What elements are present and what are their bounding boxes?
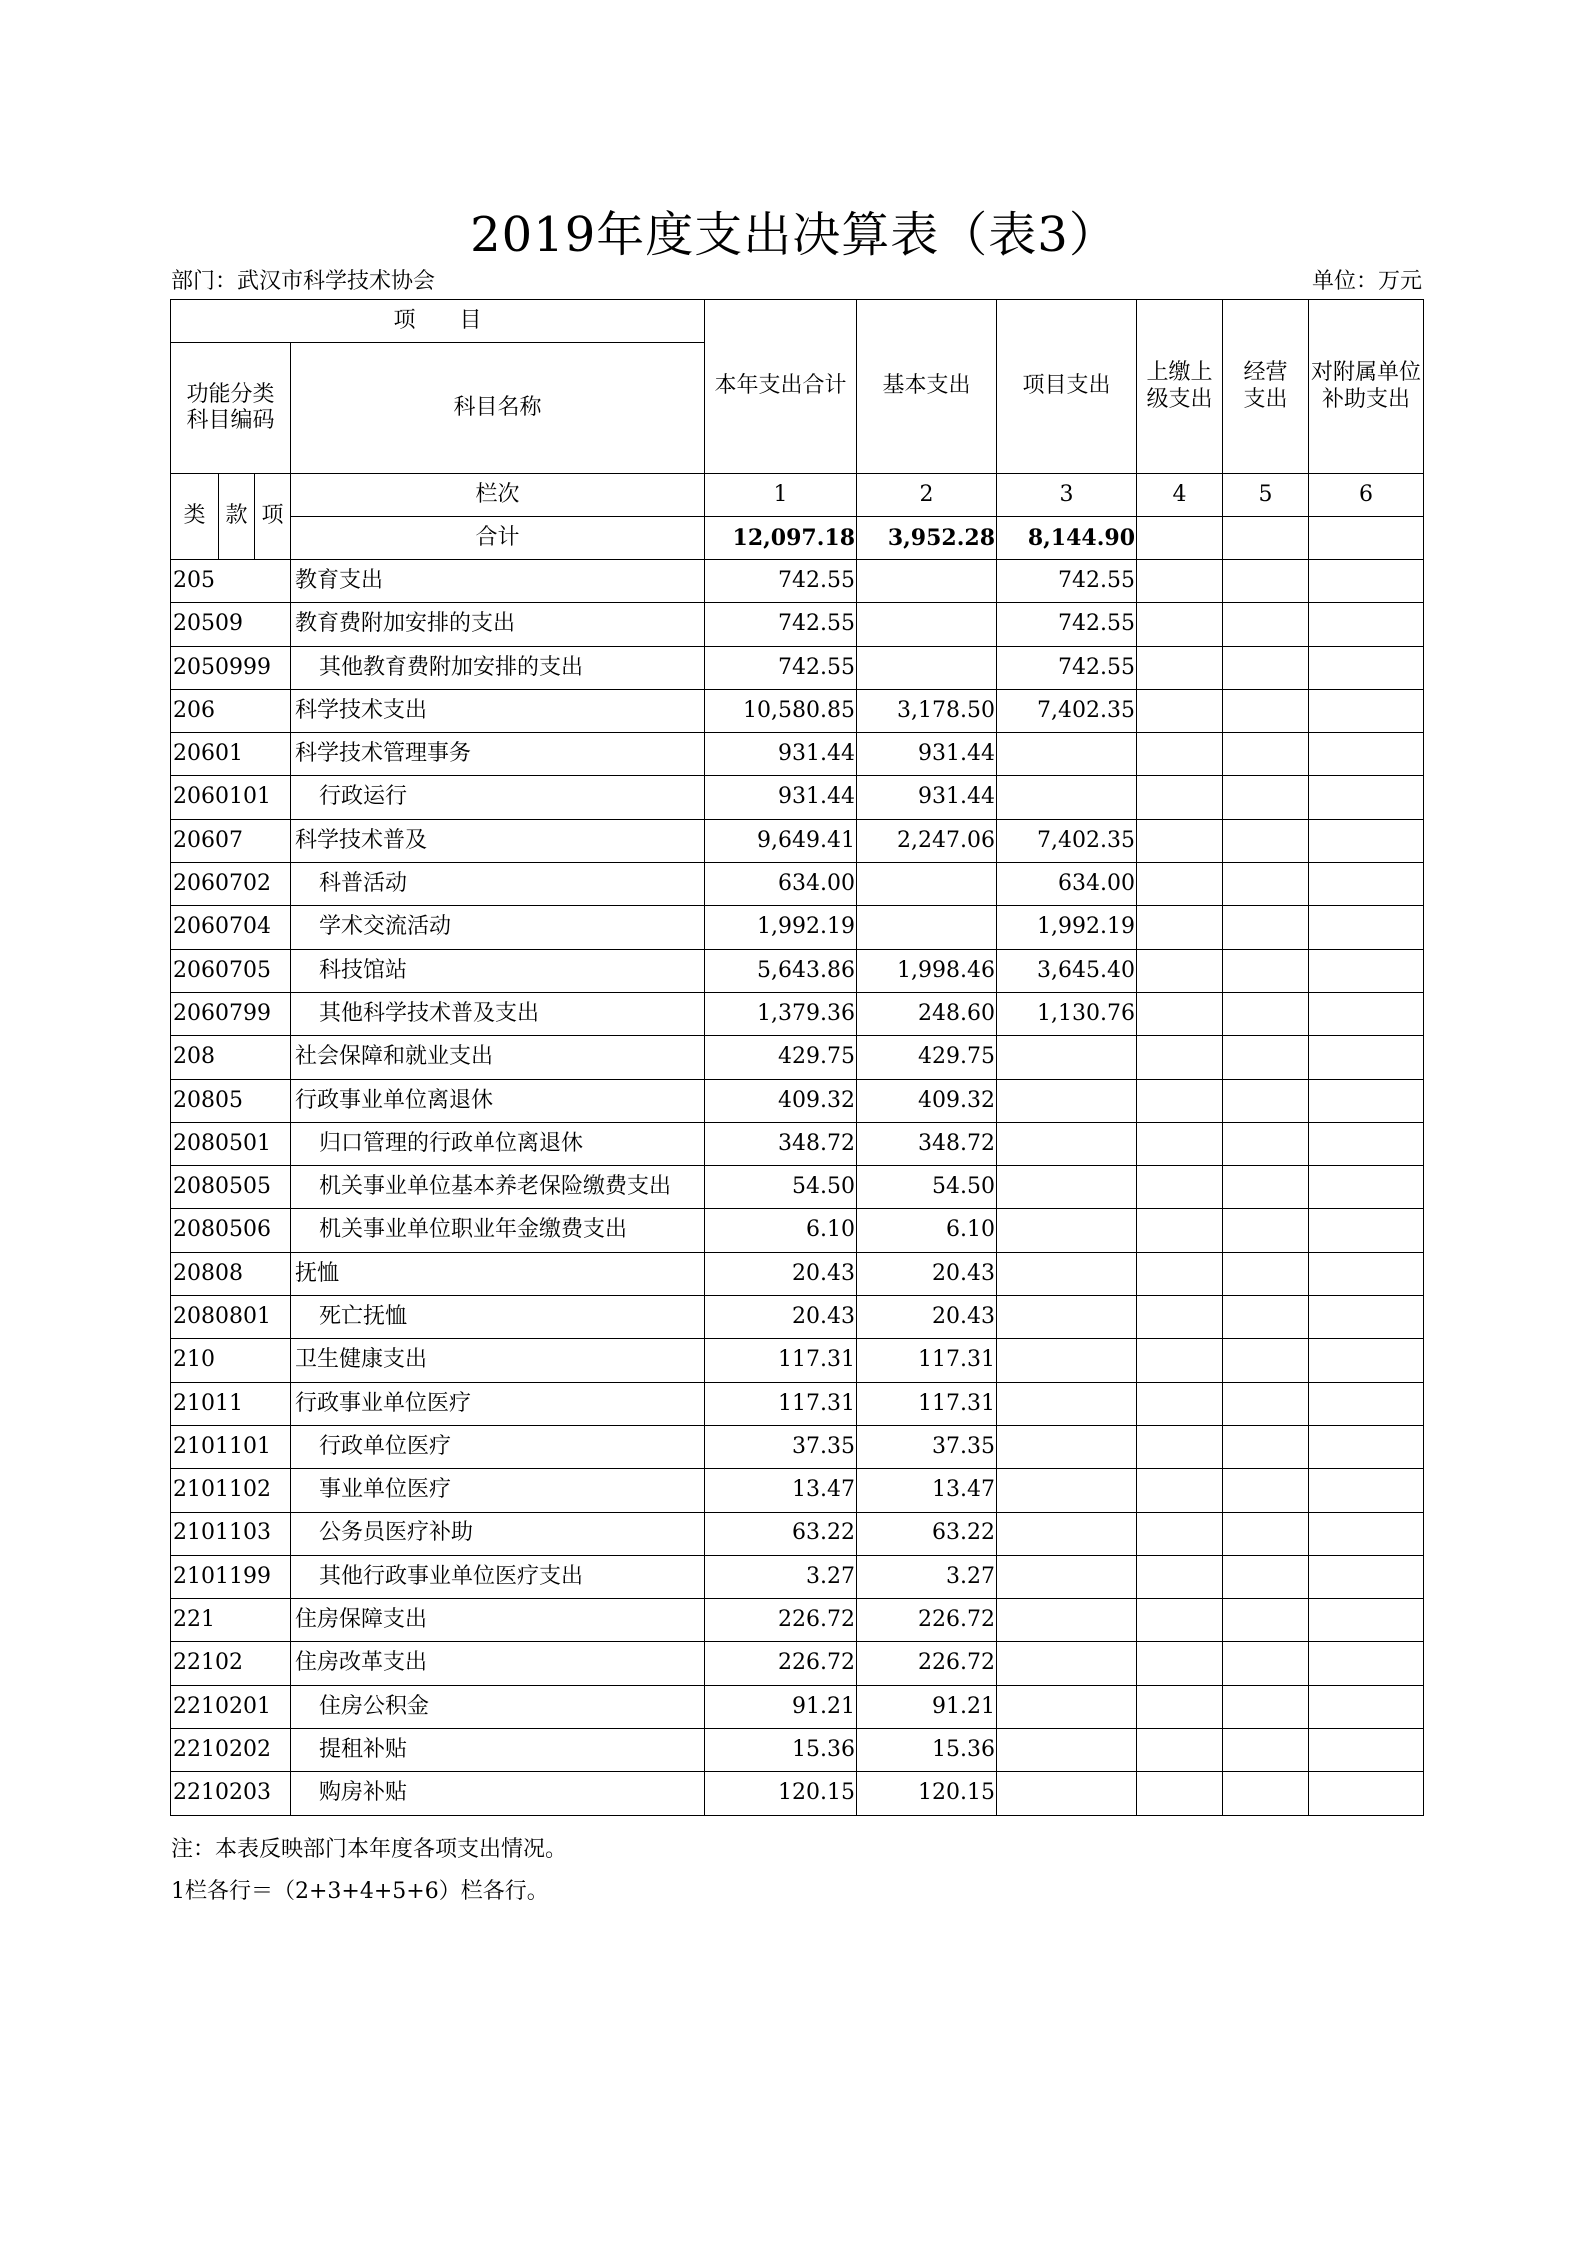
- total-basic: 3,952.28: [857, 517, 997, 560]
- row-upper: [1137, 603, 1223, 646]
- row-name: 归口管理的行政单位离退休: [291, 1122, 705, 1165]
- row-code: 2101101: [171, 1425, 291, 1468]
- header-func-code: 功能分类科目编码: [171, 343, 291, 474]
- col-num-1: 1: [705, 474, 857, 517]
- row-business: [1223, 1599, 1309, 1642]
- row-upper: [1137, 1209, 1223, 1252]
- row-business: [1223, 1469, 1309, 1512]
- row-basic: [857, 646, 997, 689]
- row-basic: 91.21: [857, 1685, 997, 1728]
- page-title: 2019年度支出决算表（表3）: [470, 207, 1118, 263]
- row-code: 2060702: [171, 863, 291, 906]
- header-kuan: 款: [219, 474, 255, 560]
- row-project: [997, 1209, 1137, 1252]
- row-name: 机关事业单位基本养老保险缴费支出: [291, 1166, 705, 1209]
- row-code: 2101199: [171, 1555, 291, 1598]
- row-project: 1,992.19: [997, 906, 1137, 949]
- row-project: 742.55: [997, 560, 1137, 603]
- row-code: 2060705: [171, 949, 291, 992]
- row-subsidy: [1309, 1642, 1424, 1685]
- row-name: 科普活动: [291, 863, 705, 906]
- row-subsidy: [1309, 689, 1424, 732]
- row-code: 20509: [171, 603, 291, 646]
- row-business: [1223, 1166, 1309, 1209]
- table-row: [171, 1252, 1424, 1295]
- row-subsidy: [1309, 1555, 1424, 1598]
- row-business: [1223, 1339, 1309, 1382]
- table-row: [171, 1469, 1424, 1512]
- table-row: [171, 1685, 1424, 1728]
- row-code: 208: [171, 1036, 291, 1079]
- row-project: 7,402.35: [997, 819, 1137, 862]
- row-total: 226.72: [705, 1599, 857, 1642]
- row-project: [997, 1252, 1137, 1295]
- row-project: [997, 1772, 1137, 1815]
- row-total: 54.50: [705, 1166, 857, 1209]
- row-subsidy: [1309, 1339, 1424, 1382]
- row-total: 91.21: [705, 1685, 857, 1728]
- table-row: [171, 1122, 1424, 1165]
- row-name: 住房公积金: [291, 1685, 705, 1728]
- row-basic: 6.10: [857, 1209, 997, 1252]
- row-project: 634.00: [997, 863, 1137, 906]
- row-basic: [857, 603, 997, 646]
- row-basic: 13.47: [857, 1469, 997, 1512]
- header-subject-name: 科目名称: [291, 343, 705, 474]
- row-upper: [1137, 906, 1223, 949]
- header-item: 项 目: [171, 300, 705, 343]
- row-upper: [1137, 1642, 1223, 1685]
- row-subsidy: [1309, 1296, 1424, 1339]
- row-code: 2060704: [171, 906, 291, 949]
- table-row: [171, 1339, 1424, 1382]
- table-row: [171, 819, 1424, 862]
- row-total: 634.00: [705, 863, 857, 906]
- row-basic: 409.32: [857, 1079, 997, 1122]
- table-row: [171, 1296, 1424, 1339]
- table-row: [171, 1382, 1424, 1425]
- row-upper: [1137, 1685, 1223, 1728]
- col-num-6: 6: [1309, 474, 1424, 517]
- row-subsidy: [1309, 1382, 1424, 1425]
- row-total: 1,992.19: [705, 906, 857, 949]
- row-project: [997, 1166, 1137, 1209]
- row-basic: [857, 906, 997, 949]
- table-row: [171, 689, 1424, 732]
- row-basic: 1,998.46: [857, 949, 997, 992]
- row-upper: [1137, 1512, 1223, 1555]
- row-basic: [857, 863, 997, 906]
- row-subsidy: [1309, 819, 1424, 862]
- row-upper: [1137, 1382, 1223, 1425]
- row-business: [1223, 1425, 1309, 1468]
- row-code: 2210201: [171, 1685, 291, 1728]
- row-business: [1223, 949, 1309, 992]
- row-name: 科学技术支出: [291, 689, 705, 732]
- row-basic: 226.72: [857, 1599, 997, 1642]
- col-num-2: 2: [857, 474, 997, 517]
- row-subsidy: [1309, 1599, 1424, 1642]
- row-subsidy: [1309, 1729, 1424, 1772]
- table-row: [171, 992, 1424, 1035]
- row-business: [1223, 1772, 1309, 1815]
- row-project: [997, 1469, 1137, 1512]
- row-project: 3,645.40: [997, 949, 1137, 992]
- row-name: 行政事业单位离退休: [291, 1079, 705, 1122]
- row-code: 221: [171, 1599, 291, 1642]
- row-code: 20808: [171, 1252, 291, 1295]
- row-upper: [1137, 776, 1223, 819]
- row-basic: 54.50: [857, 1166, 997, 1209]
- row-code: 2080505: [171, 1166, 291, 1209]
- row-name: 教育支出: [291, 560, 705, 603]
- row-total: 429.75: [705, 1036, 857, 1079]
- row-subsidy: [1309, 1252, 1424, 1295]
- table-row: [171, 1729, 1424, 1772]
- row-upper: [1137, 733, 1223, 776]
- row-subsidy: [1309, 992, 1424, 1035]
- row-name: 行政运行: [291, 776, 705, 819]
- table-row: [171, 776, 1424, 819]
- table-row: [171, 1642, 1424, 1685]
- row-upper: [1137, 1469, 1223, 1512]
- row-upper: [1137, 949, 1223, 992]
- row-code: 2210202: [171, 1729, 291, 1772]
- row-name: 科学技术管理事务: [291, 733, 705, 776]
- row-total: 742.55: [705, 646, 857, 689]
- row-code: 205: [171, 560, 291, 603]
- row-upper: [1137, 1122, 1223, 1165]
- row-name: 其他教育费附加安排的支出: [291, 646, 705, 689]
- col-num-3: 3: [997, 474, 1137, 517]
- row-basic: 226.72: [857, 1642, 997, 1685]
- row-code: 2050999: [171, 646, 291, 689]
- table-row: [171, 1209, 1424, 1252]
- row-total: 931.44: [705, 733, 857, 776]
- row-name: 其他行政事业单位医疗支出: [291, 1555, 705, 1598]
- row-total: 931.44: [705, 776, 857, 819]
- row-total: 5,643.86: [705, 949, 857, 992]
- total-subsidy: [1309, 517, 1424, 560]
- unit-label: 单位：万元: [1311, 269, 1422, 294]
- row-code: 210: [171, 1339, 291, 1382]
- row-code: 2080801: [171, 1296, 291, 1339]
- row-project: [997, 1512, 1137, 1555]
- table-row: [171, 906, 1424, 949]
- table-row: [171, 1036, 1424, 1079]
- row-name: 购房补贴: [291, 1772, 705, 1815]
- row-basic: 15.36: [857, 1729, 997, 1772]
- row-total: 226.72: [705, 1642, 857, 1685]
- row-basic: 37.35: [857, 1425, 997, 1468]
- row-business: [1223, 1252, 1309, 1295]
- row-subsidy: [1309, 1122, 1424, 1165]
- row-name: 科技馆站: [291, 949, 705, 992]
- row-upper: [1137, 992, 1223, 1035]
- row-subsidy: [1309, 560, 1424, 603]
- row-subsidy: [1309, 1209, 1424, 1252]
- row-project: [997, 1729, 1137, 1772]
- row-subsidy: [1309, 1079, 1424, 1122]
- table-row: [171, 1079, 1424, 1122]
- row-basic: 63.22: [857, 1512, 997, 1555]
- row-upper: [1137, 1599, 1223, 1642]
- row-business: [1223, 1729, 1309, 1772]
- row-subsidy: [1309, 1685, 1424, 1728]
- row-business: [1223, 906, 1309, 949]
- row-upper: [1137, 819, 1223, 862]
- row-code: 2101102: [171, 1469, 291, 1512]
- row-business: [1223, 1079, 1309, 1122]
- row-basic: 931.44: [857, 776, 997, 819]
- row-code: 2060799: [171, 992, 291, 1035]
- row-business: [1223, 689, 1309, 732]
- table-row: [171, 646, 1424, 689]
- total-row: [171, 517, 1424, 560]
- row-basic: 348.72: [857, 1122, 997, 1165]
- header-row-1: [171, 300, 1424, 343]
- row-business: [1223, 1036, 1309, 1079]
- table-row: [171, 1555, 1424, 1598]
- header-project: 项目支出: [997, 300, 1137, 474]
- header-lei: 类: [171, 474, 219, 560]
- header-xiang: 项: [255, 474, 291, 560]
- row-name: 行政事业单位医疗: [291, 1382, 705, 1425]
- row-code: 2101103: [171, 1512, 291, 1555]
- row-business: [1223, 1642, 1309, 1685]
- header-upper: 上缴上级支出: [1137, 300, 1223, 474]
- row-total: 15.36: [705, 1729, 857, 1772]
- row-name: 事业单位医疗: [291, 1469, 705, 1512]
- header-business: 经营支出: [1223, 300, 1309, 474]
- row-upper: [1137, 1166, 1223, 1209]
- row-subsidy: [1309, 906, 1424, 949]
- header-row-3: [171, 474, 1424, 517]
- row-basic: 3.27: [857, 1555, 997, 1598]
- row-total: 10,580.85: [705, 689, 857, 732]
- row-basic: 248.60: [857, 992, 997, 1035]
- row-project: 7,402.35: [997, 689, 1137, 732]
- row-upper: [1137, 1252, 1223, 1295]
- row-project: [997, 776, 1137, 819]
- table-row: [171, 733, 1424, 776]
- row-code: 21011: [171, 1382, 291, 1425]
- row-upper: [1137, 1296, 1223, 1339]
- table-row: [171, 560, 1424, 603]
- row-subsidy: [1309, 603, 1424, 646]
- row-subsidy: [1309, 1166, 1424, 1209]
- row-code: 20601: [171, 733, 291, 776]
- row-total: 20.43: [705, 1252, 857, 1295]
- row-project: [997, 1685, 1137, 1728]
- row-business: [1223, 1122, 1309, 1165]
- row-name: 机关事业单位职业年金缴费支出: [291, 1209, 705, 1252]
- row-name: 教育费附加安排的支出: [291, 603, 705, 646]
- row-name: 公务员医疗补助: [291, 1512, 705, 1555]
- row-upper: [1137, 1729, 1223, 1772]
- row-basic: 429.75: [857, 1036, 997, 1079]
- row-name: 学术交流活动: [291, 906, 705, 949]
- row-code: 2210203: [171, 1772, 291, 1815]
- row-business: [1223, 1296, 1309, 1339]
- row-total: 742.55: [705, 603, 857, 646]
- expenditure-table: [170, 299, 1424, 1816]
- row-project: [997, 1296, 1137, 1339]
- row-project: [997, 1382, 1137, 1425]
- row-business: [1223, 1685, 1309, 1728]
- row-subsidy: [1309, 733, 1424, 776]
- row-subsidy: [1309, 1512, 1424, 1555]
- row-code: 20607: [171, 819, 291, 862]
- total-all: 12,097.18: [705, 517, 857, 560]
- row-basic: 2,247.06: [857, 819, 997, 862]
- row-upper: [1137, 560, 1223, 603]
- row-total: 120.15: [705, 1772, 857, 1815]
- row-total: 9,649.41: [705, 819, 857, 862]
- row-upper: [1137, 1425, 1223, 1468]
- row-total: 409.32: [705, 1079, 857, 1122]
- row-upper: [1137, 646, 1223, 689]
- row-project: 742.55: [997, 603, 1137, 646]
- row-total: 63.22: [705, 1512, 857, 1555]
- row-subsidy: [1309, 1469, 1424, 1512]
- row-code: 20805: [171, 1079, 291, 1122]
- row-subsidy: [1309, 1425, 1424, 1468]
- row-business: [1223, 1512, 1309, 1555]
- row-subsidy: [1309, 776, 1424, 819]
- total-business: [1223, 517, 1309, 560]
- header-lanci: 栏次: [291, 474, 705, 517]
- row-project: [997, 1642, 1137, 1685]
- row-name: 抚恤: [291, 1252, 705, 1295]
- row-code: 22102: [171, 1642, 291, 1685]
- row-basic: 20.43: [857, 1252, 997, 1295]
- total-label: 合计: [291, 517, 705, 560]
- table-row: [171, 1772, 1424, 1815]
- row-business: [1223, 646, 1309, 689]
- row-upper: [1137, 1079, 1223, 1122]
- header-basic: 基本支出: [857, 300, 997, 474]
- row-name: 科学技术普及: [291, 819, 705, 862]
- header-total: 本年支出合计: [705, 300, 857, 474]
- table-row: [171, 1166, 1424, 1209]
- row-total: 13.47: [705, 1469, 857, 1512]
- note-1: 注：本表反映部门本年度各项支出情况。: [171, 1837, 568, 1862]
- row-name: 行政单位医疗: [291, 1425, 705, 1468]
- row-basic: 931.44: [857, 733, 997, 776]
- total-project: 8,144.90: [997, 517, 1137, 560]
- row-total: 3.27: [705, 1555, 857, 1598]
- row-business: [1223, 1209, 1309, 1252]
- total-upper: [1137, 517, 1223, 560]
- row-upper: [1137, 1555, 1223, 1598]
- row-business: [1223, 603, 1309, 646]
- row-code: 2080506: [171, 1209, 291, 1252]
- row-project: [997, 1079, 1137, 1122]
- row-total: 6.10: [705, 1209, 857, 1252]
- row-subsidy: [1309, 1772, 1424, 1815]
- row-total: 117.31: [705, 1382, 857, 1425]
- row-business: [1223, 776, 1309, 819]
- row-business: [1223, 863, 1309, 906]
- row-basic: 117.31: [857, 1339, 997, 1382]
- row-project: 1,130.76: [997, 992, 1137, 1035]
- row-code: 2060101: [171, 776, 291, 819]
- row-total: 37.35: [705, 1425, 857, 1468]
- table-row: [171, 949, 1424, 992]
- col-num-4: 4: [1137, 474, 1223, 517]
- table-row: [171, 1425, 1424, 1468]
- row-subsidy: [1309, 863, 1424, 906]
- row-name: 卫生健康支出: [291, 1339, 705, 1382]
- row-business: [1223, 560, 1309, 603]
- row-upper: [1137, 863, 1223, 906]
- department-label: 部门：武汉市科学技术协会: [171, 269, 436, 294]
- table-row: [171, 603, 1424, 646]
- row-basic: 20.43: [857, 1296, 997, 1339]
- row-subsidy: [1309, 1036, 1424, 1079]
- row-name: 住房改革支出: [291, 1642, 705, 1685]
- row-basic: 3,178.50: [857, 689, 997, 732]
- row-upper: [1137, 1772, 1223, 1815]
- row-upper: [1137, 1036, 1223, 1079]
- row-project: 742.55: [997, 646, 1137, 689]
- row-upper: [1137, 689, 1223, 732]
- row-code: 2080501: [171, 1122, 291, 1165]
- note-2: 1栏各行＝（2+3+4+5+6）栏各行。: [171, 1879, 549, 1904]
- row-subsidy: [1309, 646, 1424, 689]
- row-project: [997, 1599, 1137, 1642]
- table-row: [171, 1512, 1424, 1555]
- row-name: 死亡抚恤: [291, 1296, 705, 1339]
- table-row: [171, 1599, 1424, 1642]
- row-code: 206: [171, 689, 291, 732]
- row-project: [997, 733, 1137, 776]
- row-business: [1223, 819, 1309, 862]
- row-project: [997, 1339, 1137, 1382]
- row-business: [1223, 1382, 1309, 1425]
- row-name: 其他科学技术普及支出: [291, 992, 705, 1035]
- row-business: [1223, 733, 1309, 776]
- row-total: 348.72: [705, 1122, 857, 1165]
- row-total: 742.55: [705, 560, 857, 603]
- table-row: [171, 863, 1424, 906]
- row-project: [997, 1425, 1137, 1468]
- row-business: [1223, 1555, 1309, 1598]
- row-name: 提租补贴: [291, 1729, 705, 1772]
- col-num-5: 5: [1223, 474, 1309, 517]
- header-subsidy: 对附属单位补助支出: [1309, 300, 1424, 474]
- row-basic: [857, 560, 997, 603]
- row-total: 1,379.36: [705, 992, 857, 1035]
- row-subsidy: [1309, 949, 1424, 992]
- row-project: [997, 1555, 1137, 1598]
- row-name: 社会保障和就业支出: [291, 1036, 705, 1079]
- row-name: 住房保障支出: [291, 1599, 705, 1642]
- row-basic: 120.15: [857, 1772, 997, 1815]
- row-upper: [1137, 1339, 1223, 1382]
- row-basic: 117.31: [857, 1382, 997, 1425]
- row-project: [997, 1036, 1137, 1079]
- row-total: 117.31: [705, 1339, 857, 1382]
- row-business: [1223, 992, 1309, 1035]
- row-total: 20.43: [705, 1296, 857, 1339]
- row-project: [997, 1122, 1137, 1165]
